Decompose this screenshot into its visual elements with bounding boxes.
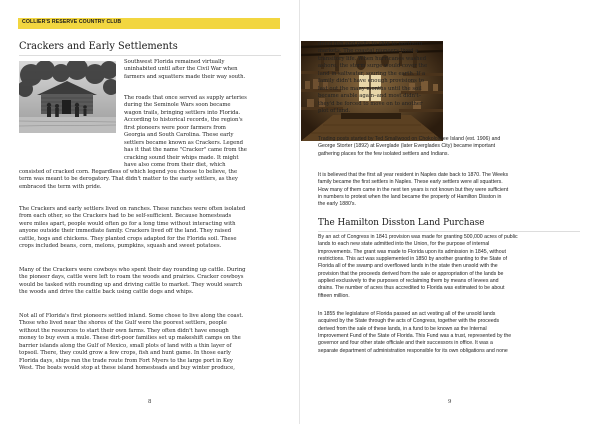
text-line: the woods and drive the cattle back using cattle dogs and whips. [19,289,194,296]
paragraph-pioneers [19,313,243,373]
text-line: The roads that once served as supply arteries [124,95,247,101]
paragraph-naples [318,172,508,209]
text-line: drains. The number of acres thus accredited to Florida was estimated to be about [318,285,505,292]
text-line: in numbers to protest when the land became the property of Hamilton Disston in [318,194,502,201]
text-line: last out the many months until the soil [318,85,422,92]
text-line: George Storter (1892) at Everglade (later Everglades City) became important [318,143,496,150]
text-line: Florida all of the swamp and overflowed lands in the state then unsold with the [318,263,498,270]
paragraph-intro [124,59,245,81]
text-line: dried fish and pelts to ship to northern [318,41,423,47]
text-line: topsoil. There, they could grow a few crops, fish and hunt game. In those early [19,350,231,357]
paragraph-congress [318,234,518,300]
text-line: ashore, the storm surge would cover the [318,63,428,70]
section-title-crackers: Crackers and Early Settlements [19,41,178,52]
text-line: Southwest Florida remained virtually [124,59,225,65]
text-line: farmers and squatters made their way south. [124,73,246,80]
text-line: transitory life. When hurricanes washed [318,55,427,62]
page-number-left: 8 [148,399,152,405]
text-line: Not all of Florida's first pioneers settled inland. Some chose to live along the coast. [19,313,244,319]
text-line: It is believed that the first all year resident in Naples date back to 1870. The Weeks [318,172,509,178]
text-line: acquired by the State through the acts of Congress, together with the proceeds [318,318,500,325]
text-line: fifteen million. [318,292,350,299]
paragraph-dried-fish-body [318,41,427,116]
text-line: Those who lived near the shores of the Gulf were the poorest settlers, people [19,320,227,327]
header-band [18,18,280,29]
paragraph-ranches [19,206,245,251]
text-line: How many of them came in the next ten years is not known but they were sufficient [318,186,509,193]
text-line: markets. The coastal pioneers lived a [318,48,419,55]
text-line: were miles apart, people would often go for a long time without interacting with [19,220,236,227]
text-line: barrier islands along the Gulf of Mexico, small plots of land with a thin layer of [19,342,232,349]
text-line: became arable again–and most didn't– [318,93,422,100]
text-line: cattle, hogs and chickens. They planted crops adapted for the Florida soil. These [19,235,237,242]
club-header-label: COLLIER'S RESERVE COUNTRY CLUB [22,19,122,25]
text-line: provision that the proceeds derived from the sale or appropriation of the lands be [318,270,504,277]
text-line: In 1855 the legislature of Florida passed an act vesting all of the unsold lands [318,311,496,317]
text-line: family became the first settlers in Naples. These early settlers were all squatters. [318,179,503,186]
text-line: have also come from their diet, which [124,162,226,169]
text-line: plot of land. [318,108,351,115]
text-line: cracking sound their whips made. It might [124,154,239,161]
title-rule [318,231,580,232]
text-line: West. The boats would stop at these island homesteads and buy winter produce, [19,365,235,372]
text-line: without the resources to start their own farms. They often didn't have enough [19,327,229,334]
text-line: wagon trails, bringing settlers into Florida. [124,109,241,116]
page-number-right: 9 [448,399,452,405]
right-page [300,0,600,424]
text-line: they'd be forced to move on to another [318,100,423,107]
paragraph-roads-continued [19,169,238,191]
text-line: Trading posts started by Ted Smallwood on Chokoloskee Island (est. 1906) and [318,136,501,142]
text-line: Georgia and South Carolina. These early [124,132,234,139]
text-line: first pioneers were poor farmers from [124,124,226,131]
text-line: By an act of Congress in 1841 provision was made for granting 500,000 acres of public [318,234,518,240]
text-line: governor and four other state officiale and their successors in office. It was a [318,340,493,347]
paragraph-roads [124,95,247,170]
text-line: would be tasked with rounding up and driving cattle to market. They would search [19,281,243,288]
text-line: family didn't have enough provisions to [318,78,424,85]
text-line: Improvement Fund of the State of Florida. This Fund was a trust, represented by the [318,333,512,340]
text-line: settlers became known as Crackers. Legend [124,139,244,146]
text-line: separate department of administration responsible for its own obligations and none [318,347,508,354]
text-line: the early 1880's. [318,201,356,208]
text-line: crops included beans, corn, melons, pumpkins, squash and sweet potatoes. [19,243,222,250]
text-line: the pioneer days, cattle were left to roam the woods and prairies. Cracker cowboys [19,274,244,281]
text-line: lands to each new state admitted into the Union, for the purpose of internal [318,241,490,248]
text-line: consisted of cracked corn. Regardless of which legend you choose to believe, the [19,169,238,175]
paragraph-cowboys [19,267,246,297]
text-line: money to buy even a mule. These dirt-poor families set up makeshift camps on the [19,335,241,342]
text-line: has it that the name "Cracker" came from the [124,147,247,154]
title-rule [19,55,281,56]
text-line: applied exclusively to the purposes of reclaiming them by means of levees and [318,278,499,285]
text-line: The Crackers and early settlers lived on ranches. These ranches were often isolated [19,206,246,212]
text-line: derived from the sale of these lands, in a fund to be known as the Internal [318,325,487,332]
text-line: uninhabited until after the Civil War when [124,66,238,73]
text-line: from each other, so the Crackers had to be self-sufficient. Because homesteads [19,213,232,220]
text-line: anyone outside their immediate family. Crackers lived off the land. They raised [19,228,232,235]
text-line: term was meant to be derogatory. That didn't matter to the early settlers, as they [19,176,238,183]
text-line: land in saltwater, souring the earth. If a [318,70,426,77]
paragraph-legislature [318,311,511,355]
cracker-family-photo-icon [19,61,116,133]
paragraph-trading-posts [318,136,500,158]
text-line: restrictions. This act was supplemented in 1850 by another granting to the State of [318,256,508,263]
section-title-disston: The Hamilton Disston Land Purchase [318,218,485,228]
text-line: According to historical records, the region's [124,117,243,124]
text-line: improvements. The grant was made to Florida upon its admission in 1845, without [318,248,506,255]
historical-photo-figure [19,61,116,133]
text-line: embraced the term with pride. [19,183,102,190]
text-line: gathering places for the few isolated settlers and Indians. [318,150,449,157]
text-line: during the Seminole Wars soon became [124,102,231,109]
text-line: Many of the Crackers were cowboys who spent their day rounding up cattle. During [19,267,246,273]
text-line: Florida days, ships ran the trade route from Fort Myers to the large port in Key [19,357,233,364]
